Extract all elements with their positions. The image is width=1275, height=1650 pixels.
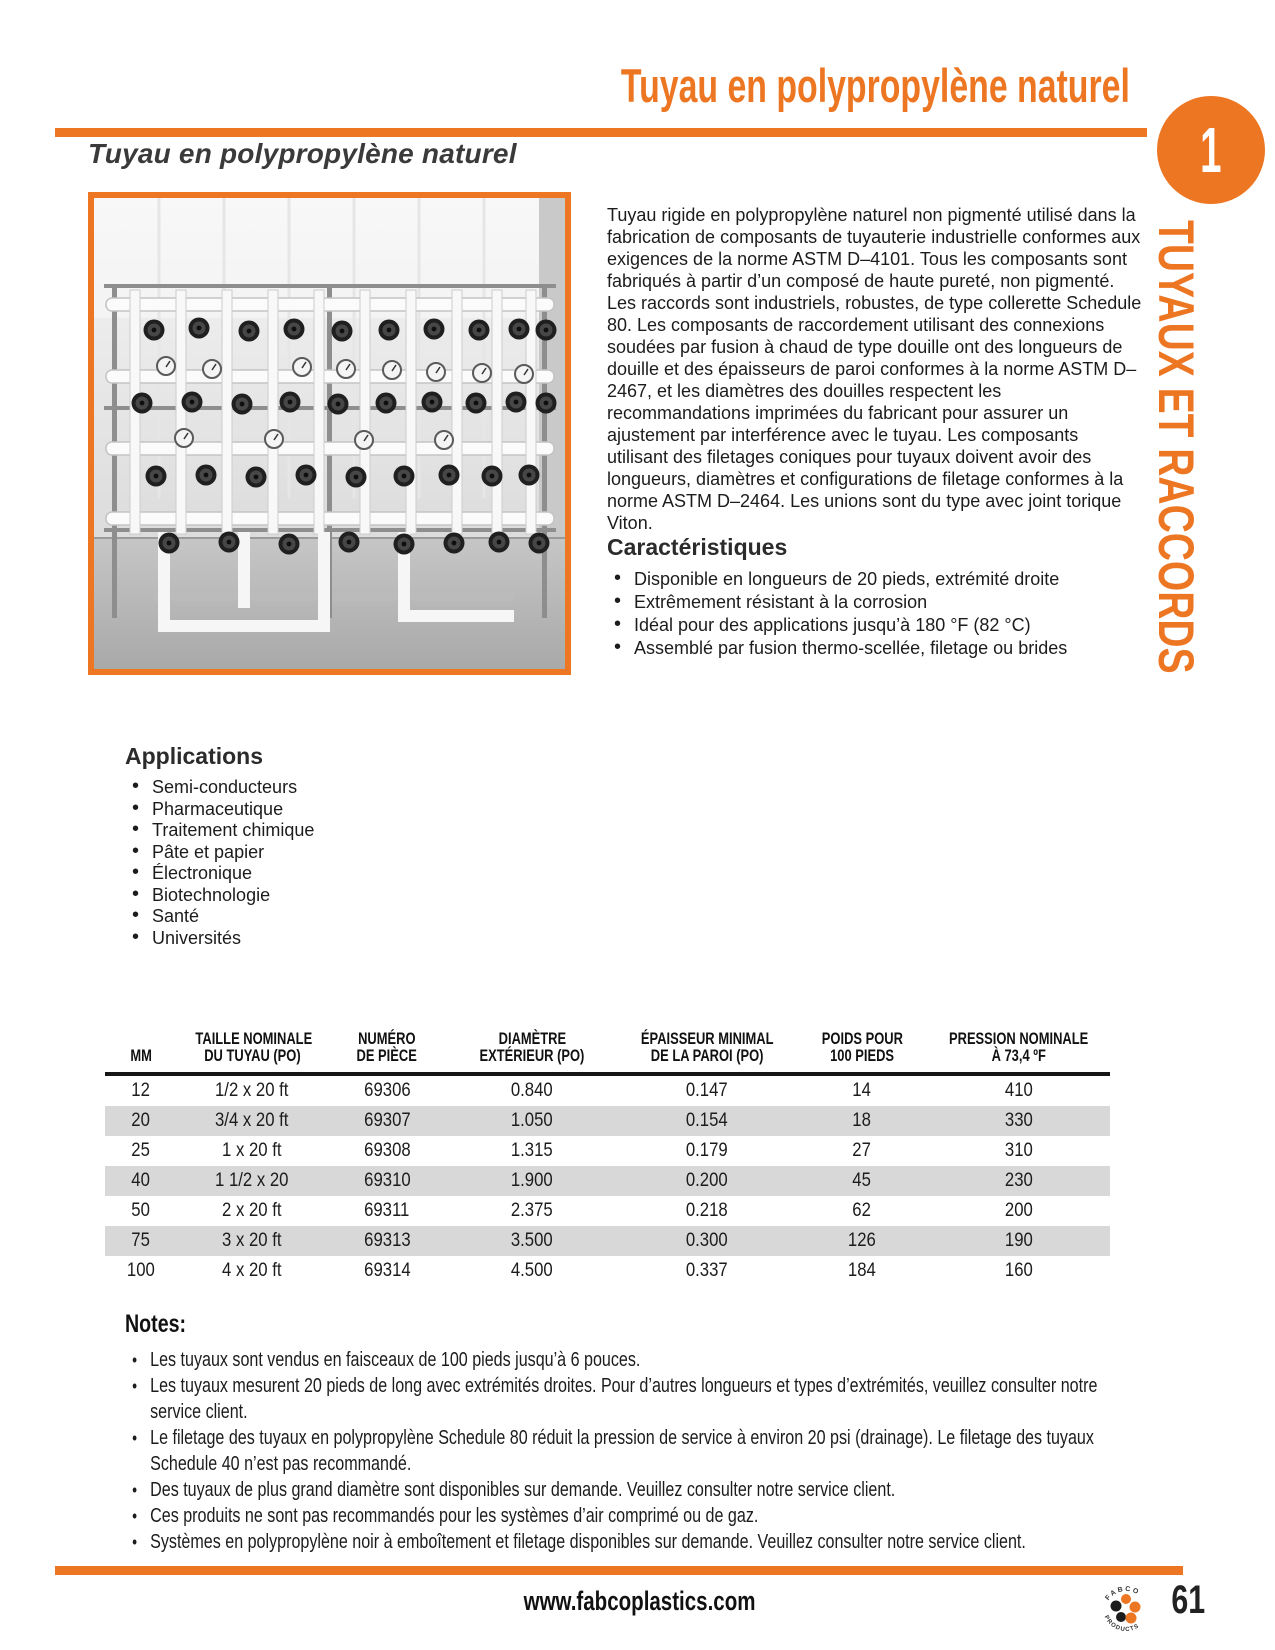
- list-item: • Disponible en longueurs de 20 pieds, extrémité droite: [607, 568, 1152, 591]
- caracteristiques-title: Caractéristiques: [607, 534, 788, 560]
- cell-epaisseur: 0.154: [686, 1110, 728, 1131]
- table-row: [105, 1166, 1110, 1196]
- list-item: • Biotechnologie: [125, 885, 545, 907]
- cell-epaisseur: 0.147: [686, 1080, 728, 1101]
- cell-numero: 69307: [363, 1110, 411, 1131]
- chapter-number-badge: [1157, 96, 1265, 204]
- cell-pression: 230: [1004, 1170, 1033, 1191]
- cell-taille: 2 x 20 ft: [222, 1200, 282, 1221]
- col-header-poids: POIDS POUR 100 PIEDS: [797, 1026, 927, 1074]
- list-item: • Extrêmement résistant à la corrosion: [607, 591, 1152, 614]
- cell-epaisseur: 0.218: [686, 1200, 728, 1221]
- spec-table: [105, 1026, 1110, 1286]
- cell-diametre: 1.900: [511, 1170, 553, 1191]
- cell-taille: 1/2 x 20 ft: [215, 1080, 289, 1101]
- list-item: • Ces produits ne sont pas recommandés pour les systèmes d’air comprimé ou de gaz.: [125, 1503, 1146, 1529]
- col-header-epaisseur-paroi: ÉPAISSEUR MINIMAL DE LA PAROI (PO): [617, 1026, 797, 1074]
- col-header-numero-piece: NUMÉRO DE PIÈCE: [327, 1026, 447, 1074]
- list-item: • Le filetage des tuyaux en polypropylène Schedule 80 réduit la pression de service à environ 20 psi (drainage). Le filetage des tuyaux Schedule 40 n’est pas recommandé.: [125, 1425, 1146, 1477]
- page-header-title-text: Tuyau en polypropylène naturel: [621, 59, 1130, 112]
- header-rule: [55, 128, 1147, 137]
- notes-section: [125, 1310, 1185, 1555]
- list-item: • Systèmes en polypropylène noir à emboîtement et filetage disponibles sur demande. Veuillez consulter notre service client.: [125, 1529, 1146, 1555]
- cell-epaisseur: 0.337: [686, 1260, 728, 1281]
- table-header-row: [105, 1026, 1110, 1074]
- table-row: [105, 1136, 1110, 1166]
- cell-epaisseur: 0.200: [686, 1170, 728, 1191]
- list-item: • Traitement chimique: [125, 820, 545, 842]
- table-row: [105, 1074, 1110, 1106]
- cell-poids: 62: [852, 1200, 872, 1221]
- list-item: • Assemblé par fusion thermo-scellée, filetage ou brides: [607, 637, 1152, 660]
- cell-poids: 45: [852, 1170, 872, 1191]
- page-number-text: 61: [1171, 1578, 1205, 1622]
- product-photo: [88, 192, 571, 675]
- cell-numero: 69311: [364, 1200, 410, 1221]
- cell-mm: 12: [131, 1080, 151, 1101]
- chapter-number: 1: [1200, 114, 1222, 186]
- cell-taille: 3 x 20 ft: [222, 1230, 282, 1251]
- col-header-taille-nominale: TAILLE NOMINALE DU TUYAU (PO): [177, 1026, 327, 1074]
- cell-numero: 69308: [363, 1140, 411, 1161]
- cell-taille: 1 x 20 ft: [222, 1140, 282, 1161]
- website-text: www.fabcoplastics.com: [524, 1586, 756, 1616]
- cell-mm: 25: [131, 1140, 151, 1161]
- cell-diametre: 4.500: [511, 1260, 553, 1281]
- cell-pression: 160: [1004, 1260, 1033, 1281]
- cell-diametre: 1.050: [511, 1110, 553, 1131]
- cell-epaisseur: 0.300: [686, 1230, 728, 1251]
- cell-poids: 126: [848, 1230, 876, 1251]
- applications-section: [125, 743, 545, 949]
- col-header-mm: MM: [105, 1026, 177, 1074]
- cell-mm: 20: [131, 1110, 151, 1131]
- col-header-diametre-exterieur: DIAMÈTRE EXTÉRIEUR (PO): [447, 1026, 617, 1074]
- cell-poids: 27: [852, 1140, 872, 1161]
- table-row: [105, 1196, 1110, 1226]
- cell-pression: 200: [1004, 1200, 1033, 1221]
- page-header-title: [423, 58, 1130, 113]
- table-row: [105, 1226, 1110, 1256]
- product-photo-graphic: [94, 198, 565, 669]
- cell-taille: 3/4 x 20 ft: [215, 1110, 289, 1131]
- cell-epaisseur: 0.179: [686, 1140, 728, 1161]
- section-title: Tuyau en polypropylène naturel: [88, 138, 517, 169]
- list-item: • Universités: [125, 928, 545, 950]
- cell-mm: 100: [127, 1260, 155, 1281]
- website-link[interactable]: [470, 1586, 810, 1617]
- cell-diametre: 2.375: [511, 1200, 553, 1221]
- cell-mm: 50: [131, 1200, 151, 1221]
- cell-poids: 184: [848, 1260, 876, 1281]
- cell-mm: 40: [131, 1170, 151, 1191]
- table-row: [105, 1256, 1110, 1286]
- list-item: • Des tuyaux de plus grand diamètre sont disponibles sur demande. Veuillez consulter notre service client.: [125, 1477, 1146, 1503]
- list-item: • Semi-conducteurs: [125, 777, 545, 799]
- table-row: [105, 1106, 1110, 1136]
- cell-diametre: 3.500: [511, 1230, 553, 1251]
- caracteristiques-list: [607, 568, 1152, 660]
- cell-taille: 4 x 20 ft: [222, 1260, 282, 1281]
- list-item: • Les tuyaux sont vendus en faisceaux de 100 pieds jusqu’à 6 pouces.: [125, 1347, 1146, 1373]
- sidebar-chapter-label: TUYAUX ET RACCORDS: [1148, 220, 1204, 674]
- cell-numero: 69313: [363, 1230, 411, 1251]
- list-item: • Pharmaceutique: [125, 799, 545, 821]
- cell-diametre: 0.840: [511, 1080, 553, 1101]
- applications-title: Applications: [125, 743, 264, 769]
- caracteristiques-section: [607, 534, 1152, 660]
- intro-paragraph: Tuyau rigide en polypropylène naturel non pigmenté utilisé dans la fabrication de composants de tuyauterie industrielle conformes aux exigences de la norme ASTM D–4101. Tous les composants sont fabriqués à partir d’un composé de haute pureté, non pigmenté. Les raccords sont industriels, robustes, de type collerette Schedule 80. Les composants de raccordement utilisant des connexions soudées par fusion à chaud de type douille ont des longueurs de douille et des épaisseurs de paroi conformes à la norme ASTM D–2467, et les diamètres des douilles respectent les recommandations imprimées du fabricant pour assurer un ajustement par interférence avec le tuyau. Les composants utilisant des filetages coniques pour tuyaux doivent avoir des longueurs, diamètres et configurations de filetage conformes à la norme ASTM D–2464. Les unions sont du type avec joint torique Viton.: [607, 205, 1142, 533]
- cell-poids: 18: [852, 1110, 872, 1131]
- logo-text-bottom: PRODUCTS: [1102, 1614, 1141, 1634]
- cell-diametre: 1.315: [511, 1140, 553, 1161]
- cell-pression: 190: [1004, 1230, 1033, 1251]
- list-item: • Pâte et papier: [125, 842, 545, 864]
- cell-pression: 310: [1004, 1140, 1033, 1161]
- cell-numero: 69306: [363, 1080, 411, 1101]
- col-header-pression: PRESSION NOMINALE À 73,4 ºF: [927, 1026, 1110, 1074]
- cell-pression: 330: [1004, 1110, 1033, 1131]
- notes-list: [125, 1347, 1146, 1555]
- logo-text-top: FABCO: [1104, 1585, 1142, 1602]
- cell-pression: 410: [1004, 1080, 1033, 1101]
- cell-numero: 69310: [363, 1170, 411, 1191]
- fabco-logo: [1096, 1580, 1156, 1640]
- page-number: [1158, 1578, 1218, 1623]
- cell-poids: 14: [852, 1080, 872, 1101]
- cell-mm: 75: [131, 1230, 151, 1251]
- cell-numero: 69314: [363, 1260, 411, 1281]
- footer-rule: [55, 1566, 1183, 1575]
- list-item: • Idéal pour des applications jusqu’à 180 °F (82 °C): [607, 614, 1152, 637]
- list-item: • Santé: [125, 906, 545, 928]
- notes-title: Notes:: [125, 1310, 187, 1338]
- list-item: • Électronique: [125, 863, 545, 885]
- applications-list: [125, 777, 545, 949]
- cell-taille: 1 1/2 x 20: [215, 1170, 289, 1191]
- list-item: • Les tuyaux mesurent 20 pieds de long avec extrémités droites. Pour d’autres longueurs et types d’extrémités, veuillez consulter notre service client.: [125, 1373, 1146, 1425]
